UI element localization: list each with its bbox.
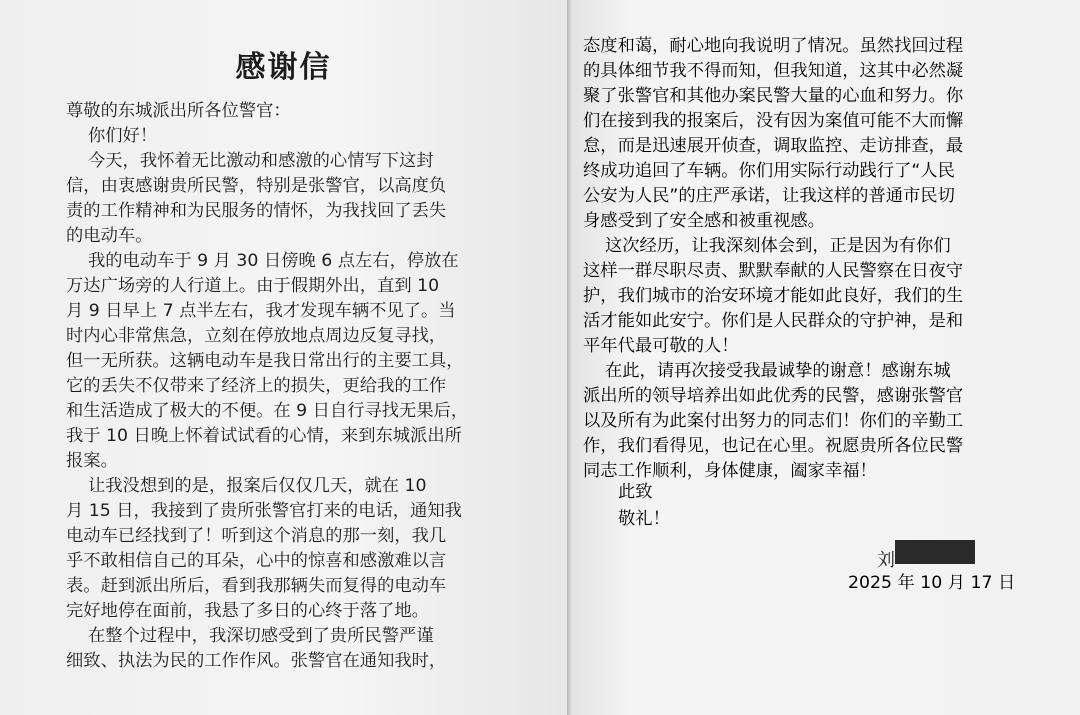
letter-body-right — [583, 34, 963, 484]
letter-line: 时内心非常焦急，立刻在停放地点周边反复寻找， — [66, 326, 447, 346]
letter-line: 你们好！ — [66, 126, 158, 146]
letter-line: 作，我们看得见，也记在心里。祝愿贵所各位民警 — [583, 436, 964, 456]
letter-body-left — [66, 99, 468, 674]
letter-line: 但一无所获。这辆电动车是我日常出行的主要工具， — [66, 351, 464, 371]
letter-line: 怠，而是迅速展开侦查，调取监控、走访排查，最 — [583, 136, 964, 156]
letter-line: 的电动车。 — [66, 226, 153, 246]
letter-line: 今天，我怀着无比激动和感激的心情写下这封 — [66, 151, 434, 171]
letter-line: 聚了张警官和其他办案民警大量的心血和努力。你 — [583, 86, 964, 106]
letter-line: 细致、执法为民的工作作风。张警官在通知我时， — [66, 651, 447, 671]
letter-line: 责的工作精神和为民服务的情怀，为我找回了丢失 — [66, 201, 447, 221]
letter-line: 态度和蔼，耐心地向我说明了情况。虽然找回过程 — [583, 36, 964, 56]
letter-line: 它的丢失不仅带来了经济上的损失，更给我的工作 — [66, 376, 447, 396]
letter-date: 2025 年 10 月 17 日 — [848, 573, 1016, 593]
closing-line: 此致 — [618, 482, 653, 502]
letter-line: 让我没想到的是，报案后仅仅几天，就在 10 — [66, 476, 427, 496]
letter-line: 以及所有为此案付出努力的同志们！你们的辛勤工 — [583, 411, 964, 431]
letter-line: 信，由衷感谢贵所民警，特别是张警官，以高度负 — [66, 176, 447, 196]
letter-line: 身感受到了安全感和被重视感。 — [583, 211, 825, 231]
letter-line: 终成功追回了车辆。你们用实际行动践行了“人民 — [583, 161, 955, 181]
letter-line: 这次经历，让我深刻体会到，正是因为有你们 — [583, 236, 951, 256]
letter-line: 公安为人民”的庄严承诺，让我这样的普通市民切 — [583, 186, 955, 206]
letter-line: 我的电动车于 9 月 30 日傍晚 6 点左右，停放在 — [66, 251, 459, 271]
letter-line: 电动车已经找到了！听到这个消息的那一刻，我几 — [66, 526, 447, 546]
letter-title: 感谢信 — [235, 50, 332, 85]
letter-line: 完好地停在面前，我悬了多日的心终于落了地。 — [66, 601, 429, 621]
letter-line: 和生活造成了极大的不便。在 9 日自行寻找无果后， — [66, 401, 469, 421]
letter-line: 乎不敢相信自己的耳朵，心中的惊喜和感激难以言 — [66, 551, 447, 571]
letter-closing — [618, 479, 670, 533]
signature-redaction — [895, 540, 975, 564]
letter-line: 尊敬的东城派出所各位警官： — [66, 101, 291, 121]
letter-line: 在整个过程中，我深切感受到了贵所民警严谨 — [66, 626, 434, 646]
letter-line: 平年代最可敬的人！ — [583, 336, 739, 356]
letter-line: 月 15 日，我接到了贵所张警官打来的电话，通知我 — [66, 501, 462, 521]
letter-line: 我于 10 日晚上怀着试试看的心情，来到东城派出所 — [66, 426, 462, 446]
letter-line: 报案。 — [66, 451, 118, 471]
signature-mark: 刘 — [877, 550, 895, 571]
closing-line: 敬礼！ — [618, 509, 670, 529]
letter-line: 表。赶到派出所后，看到我那辆失而复得的电动车 — [66, 576, 447, 596]
letter-line: 这样一群尽职尽责、默默奉献的人民警察在日夜守 — [583, 261, 964, 281]
letter-line: 派出所的领导培养出如此优秀的民警，感谢张警官 — [583, 386, 964, 406]
letter-line: 同志工作顺利，身体健康，阖家幸福！ — [583, 461, 877, 481]
letter-line: 万达广场旁的人行道上。由于假期外出，直到 10 — [66, 276, 440, 296]
letter-line: 护，我们城市的治安环境才能如此良好，我们的生 — [583, 286, 964, 306]
letter-line: 的具体细节我不得而知，但我知道，这其中必然凝 — [583, 61, 964, 81]
letter-line: 活才能如此安宁。你们是人民群众的守护神，是和 — [583, 311, 964, 331]
letter-line: 月 9 日早上 7 点半左右，我才发现车辆不见了。当 — [66, 301, 456, 321]
letter-line: 们在接到我的报案后，没有因为案值可能不大而懈 — [583, 111, 964, 131]
letter-line: 在此，请再次接受我最诚挚的谢意！感谢东城 — [583, 361, 951, 381]
